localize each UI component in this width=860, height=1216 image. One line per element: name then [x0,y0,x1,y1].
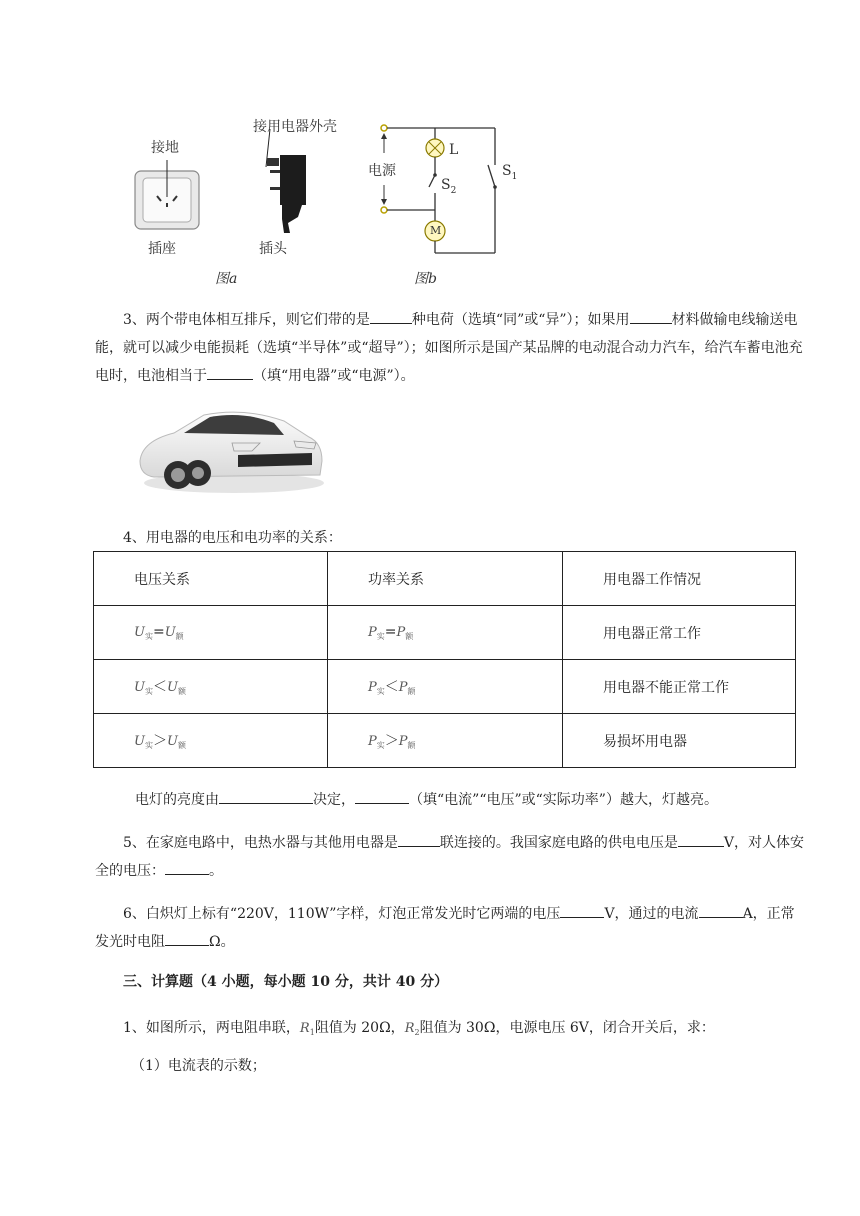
answer-blank[interactable] [355,789,409,804]
question-3: 3、两个带电体相互排斥，则它们带的是 种电荷（选填“同”或“异”）；如果用 材料做输电线输送电能，就可以减少电能损耗（选填“半导体”或“超导”）；如图所示是国产某品牌的电动混合动力汽车，给汽车蓄电池充电时，电池相当于 （填“用电器”或“电源”）。 [95,306,805,390]
answer-blank[interactable] [370,309,412,324]
voltage-power-table [93,551,796,768]
car-image [134,403,326,495]
question-6: 6、白炽灯上标有“220V，110W”字样，灯泡正常发光时它两端的电压 V，通过的电流 A，正常发光时电阻 Ω。 [95,900,805,956]
calc-question-1: 1、如图所示，两电阻串联，$R_1$阻值为 20Ω，$R_2$阻值为 30Ω，电源电压 6V，闭合开关后，求： [123,1020,715,1037]
question-5: 5、在家庭电路中，电热水器与其他用电器是 联连接的。我国家庭电路的供电电压是 V，对人体安全的电压： 。 [95,829,805,885]
label-plug: 插头 [259,241,287,257]
caption-fig-b: 图b [414,271,437,287]
power-relation-cell: $P_实=P_额$ [328,606,563,660]
voltage-relation-cell: $U_实>U_额$ [94,714,328,768]
table-header-cell: 用电器工作情况 [563,552,796,606]
table-row [94,660,796,714]
plug-icon [266,129,306,233]
power-relation-cell: $P_实<P_额$ [328,660,563,714]
answer-blank[interactable] [678,832,724,847]
table-header-cell: 电压关系 [94,552,328,606]
question-4-title: 4、用电器的电压和电功率的关系： [123,530,342,546]
answer-blank[interactable] [219,789,313,804]
switch-s2-icon [429,175,435,187]
terminal-icon [381,207,387,213]
answer-blank[interactable] [560,903,604,918]
switch-s1-icon [488,165,495,187]
answer-blank[interactable] [699,903,743,918]
voltage-relation-cell: $U_实<U_额$ [94,660,328,714]
answer-blank[interactable] [207,365,253,380]
table-header-row [94,552,796,606]
status-cell: 用电器正常工作 [563,606,796,660]
voltage-relation-cell: $U_实=U_额$ [94,606,328,660]
socket-icon [135,160,199,229]
caption-fig-a: 图a [215,271,238,287]
status-cell: 易损坏用电器 [563,714,796,768]
label-s1: $S_1$ [502,163,518,182]
table-row [94,714,796,768]
section-3-title: 三、计算题（4 小题，每小题 10 分，共计 40 分） [123,974,449,990]
status-cell: 用电器不能正常工作 [563,660,796,714]
label-casing: 接用电器外壳 [253,119,337,135]
label-power: 电源 [368,163,396,179]
power-relation-cell: $P_实>P_额$ [328,714,563,768]
calc-question-1-part-1: （1）电流表的示数； [131,1058,266,1074]
label-ground: 接地 [151,140,179,156]
answer-blank[interactable] [398,832,440,847]
lamp-brightness-line: 电灯的亮度由 决定， （填“电流”“电压”或“实际功率”）越大，灯越亮。 [135,786,815,814]
answer-blank[interactable] [165,860,209,875]
answer-blank[interactable] [630,309,672,324]
label-s2: $S_2$ [441,177,457,196]
terminal-icon [381,125,387,131]
table-row [94,606,796,660]
label-motor: M [430,224,442,237]
label-socket: 插座 [148,241,176,257]
answer-blank[interactable] [165,931,209,946]
socket-plug-illustration [130,115,350,235]
table-header-cell: 功率关系 [328,552,563,606]
label-lamp: L [449,142,459,158]
